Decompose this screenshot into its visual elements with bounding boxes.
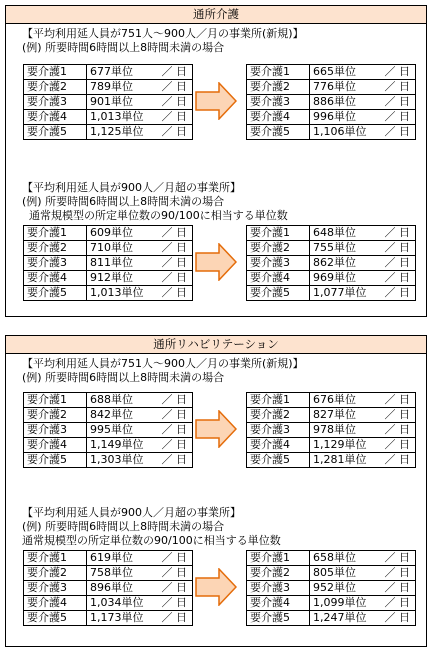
care-level-cell: 要介護5 [247, 286, 310, 301]
care-level-cell: 要介護2 [247, 80, 310, 95]
table-row [247, 226, 416, 241]
block-example: (例) 所要時間6時間以上8時間未満の場合 [22, 195, 225, 208]
rate-block [6, 179, 426, 333]
unit-value: 1,129単位 [313, 438, 367, 451]
unit-cell [310, 596, 416, 611]
per-day: ／ 日 [384, 125, 410, 138]
unit-value: 896単位 [90, 581, 133, 594]
care-level-cell: 要介護1 [24, 65, 87, 80]
unit-cell [310, 453, 416, 468]
unit-cell [310, 110, 416, 125]
table-row [247, 286, 416, 301]
unit-value: 1,034単位 [90, 596, 144, 609]
care-level-cell: 要介護3 [247, 256, 310, 271]
unit-value: 811単位 [90, 256, 133, 269]
per-day: ／ 日 [161, 80, 187, 93]
table-row [24, 65, 193, 80]
care-level-cell: 要介護1 [247, 65, 310, 80]
rate-block [6, 354, 426, 508]
panel-title: 通所介護 [6, 6, 426, 24]
care-level-cell: 要介護4 [24, 438, 87, 453]
per-day: ／ 日 [161, 596, 187, 609]
table-before [23, 64, 193, 140]
care-level-cell: 要介護1 [247, 393, 310, 408]
care-level-cell: 要介護4 [247, 438, 310, 453]
right-arrow-icon [195, 243, 237, 281]
block-note: 通常規模型の所定単位数の90/100に相当する単位数 [29, 209, 288, 222]
unit-value: 1,077単位 [313, 286, 367, 299]
block-note: 通常規模型の所定単位数の90/100に相当する単位数 [22, 534, 281, 547]
unit-cell [310, 408, 416, 423]
care-level-cell: 要介護5 [24, 453, 87, 468]
per-day: ／ 日 [384, 408, 410, 421]
care-level-cell: 要介護2 [24, 80, 87, 95]
per-day: ／ 日 [161, 65, 187, 78]
per-day: ／ 日 [384, 110, 410, 123]
per-day: ／ 日 [384, 581, 410, 594]
table-before [23, 550, 193, 626]
rate-block [6, 504, 426, 658]
unit-value: 1,247単位 [313, 611, 367, 624]
per-day: ／ 日 [161, 408, 187, 421]
unit-value: 776単位 [313, 80, 356, 93]
unit-value: 1,281単位 [313, 453, 367, 466]
care-level-cell: 要介護3 [24, 581, 87, 596]
care-level-cell: 要介護2 [24, 408, 87, 423]
per-day: ／ 日 [161, 438, 187, 451]
table-row [247, 438, 416, 453]
right-arrow-icon [195, 410, 237, 448]
unit-cell [310, 551, 416, 566]
care-level-cell: 要介護3 [247, 95, 310, 110]
unit-value: 758単位 [90, 566, 133, 579]
unit-cell [87, 408, 193, 423]
per-day: ／ 日 [384, 566, 410, 579]
unit-value: 912単位 [90, 271, 133, 284]
table-row [24, 581, 193, 596]
table-row [247, 110, 416, 125]
per-day: ／ 日 [161, 241, 187, 254]
right-arrow-icon [195, 568, 237, 606]
right-arrow-icon [195, 82, 237, 120]
per-day: ／ 日 [384, 80, 410, 93]
care-level-cell: 要介護4 [247, 271, 310, 286]
care-level-cell: 要介護2 [247, 241, 310, 256]
unit-cell [87, 65, 193, 80]
table-row [24, 611, 193, 626]
unit-cell [87, 581, 193, 596]
per-day: ／ 日 [161, 393, 187, 406]
unit-cell [87, 438, 193, 453]
care-level-cell: 要介護3 [247, 423, 310, 438]
care-level-cell: 要介護3 [24, 423, 87, 438]
care-level-cell: 要介護4 [24, 110, 87, 125]
per-day: ／ 日 [161, 226, 187, 239]
unit-cell [310, 80, 416, 95]
unit-cell [310, 286, 416, 301]
panel-tsusho-rehab [5, 335, 427, 647]
unit-cell [87, 596, 193, 611]
unit-value: 952単位 [313, 581, 356, 594]
unit-value: 842単位 [90, 408, 133, 421]
table-row [24, 80, 193, 95]
per-day: ／ 日 [384, 95, 410, 108]
table-after [246, 550, 416, 626]
block-example: (例) 所要時間6時間以上8時間未満の場合 [22, 41, 225, 54]
unit-value: 995単位 [90, 423, 133, 436]
care-level-cell: 要介護3 [24, 256, 87, 271]
table-row [24, 408, 193, 423]
per-day: ／ 日 [384, 551, 410, 564]
per-day: ／ 日 [161, 551, 187, 564]
table-row [24, 423, 193, 438]
unit-cell [310, 241, 416, 256]
unit-value: 1,149単位 [90, 438, 144, 451]
per-day: ／ 日 [161, 95, 187, 108]
unit-value: 1,099単位 [313, 596, 367, 609]
unit-value: 658単位 [313, 551, 356, 564]
table-row [247, 393, 416, 408]
care-level-cell: 要介護1 [24, 393, 87, 408]
table-row [247, 423, 416, 438]
unit-value: 1,013単位 [90, 110, 144, 123]
unit-value: 969単位 [313, 271, 356, 284]
per-day: ／ 日 [161, 110, 187, 123]
unit-value: 827単位 [313, 408, 356, 421]
unit-cell [310, 226, 416, 241]
unit-value: 805単位 [313, 566, 356, 579]
per-day: ／ 日 [161, 611, 187, 624]
unit-cell [310, 271, 416, 286]
table-row [247, 95, 416, 110]
unit-value: 1,303単位 [90, 453, 144, 466]
care-level-cell: 要介護3 [24, 95, 87, 110]
table-before [23, 392, 193, 468]
unit-cell [87, 551, 193, 566]
rate-block [6, 24, 426, 178]
per-day: ／ 日 [384, 393, 410, 406]
care-level-cell: 要介護5 [247, 125, 310, 140]
per-day: ／ 日 [161, 271, 187, 284]
unit-cell [310, 95, 416, 110]
unit-cell [310, 438, 416, 453]
care-level-cell: 要介護2 [24, 241, 87, 256]
table-row [24, 95, 193, 110]
per-day: ／ 日 [384, 65, 410, 78]
unit-cell [310, 256, 416, 271]
per-day: ／ 日 [161, 566, 187, 579]
care-level-cell: 要介護4 [247, 110, 310, 125]
care-level-cell: 要介護4 [24, 271, 87, 286]
table-row [247, 453, 416, 468]
unit-value: 1,173単位 [90, 611, 144, 624]
unit-value: 688単位 [90, 393, 133, 406]
per-day: ／ 日 [161, 256, 187, 269]
per-day: ／ 日 [161, 453, 187, 466]
unit-cell [87, 286, 193, 301]
table-row [247, 241, 416, 256]
table-after [246, 225, 416, 301]
per-day: ／ 日 [384, 596, 410, 609]
table-row [247, 125, 416, 140]
unit-cell [87, 393, 193, 408]
care-level-cell: 要介護1 [247, 551, 310, 566]
care-level-cell: 要介護5 [247, 611, 310, 626]
per-day: ／ 日 [384, 256, 410, 269]
unit-value: 789単位 [90, 80, 133, 93]
unit-value: 996単位 [313, 110, 356, 123]
care-level-cell: 要介護4 [247, 596, 310, 611]
care-level-cell: 要介護1 [247, 226, 310, 241]
unit-value: 755単位 [313, 241, 356, 254]
table-row [24, 286, 193, 301]
unit-value: 665単位 [313, 65, 356, 78]
table-row [247, 65, 416, 80]
unit-value: 1,013単位 [90, 286, 144, 299]
table-row [24, 453, 193, 468]
table-after [246, 64, 416, 140]
table-row [247, 596, 416, 611]
unit-value: 648単位 [313, 226, 356, 239]
panel-title: 通所リハビリテーション [6, 336, 426, 354]
unit-cell [87, 256, 193, 271]
unit-cell [87, 271, 193, 286]
table-after [246, 392, 416, 468]
unit-value: 619単位 [90, 551, 133, 564]
unit-value: 978単位 [313, 423, 356, 436]
block-heading: 【平均利用延人員が751人～900人／月の事業所(新規)】 [22, 357, 304, 370]
unit-cell [310, 393, 416, 408]
unit-cell [87, 611, 193, 626]
care-level-cell: 要介護3 [247, 581, 310, 596]
table-row [24, 596, 193, 611]
unit-cell [87, 453, 193, 468]
unit-value: 609単位 [90, 226, 133, 239]
per-day: ／ 日 [161, 581, 187, 594]
table-row [24, 438, 193, 453]
care-level-cell: 要介護5 [247, 453, 310, 468]
unit-cell [87, 226, 193, 241]
per-day: ／ 日 [384, 438, 410, 451]
unit-value: 862単位 [313, 256, 356, 269]
unit-cell [87, 125, 193, 140]
unit-cell [310, 125, 416, 140]
block-heading: 【平均利用延人員が900人／月超の事業所】 [22, 181, 241, 194]
unit-cell [87, 95, 193, 110]
care-level-cell: 要介護1 [24, 551, 87, 566]
unit-value: 676単位 [313, 393, 356, 406]
care-level-cell: 要介護5 [24, 611, 87, 626]
table-row [247, 551, 416, 566]
per-day: ／ 日 [161, 423, 187, 436]
table-row [24, 393, 193, 408]
unit-value: 886単位 [313, 95, 356, 108]
per-day: ／ 日 [161, 125, 187, 138]
block-heading: 【平均利用延人員が900人／月超の事業所】 [22, 506, 241, 519]
table-row [247, 566, 416, 581]
per-day: ／ 日 [384, 286, 410, 299]
table-row [24, 551, 193, 566]
table-row [24, 566, 193, 581]
table-row [247, 611, 416, 626]
unit-value: 901単位 [90, 95, 133, 108]
block-example: (例) 所要時間6時間以上8時間未満の場合 [22, 371, 225, 384]
table-row [24, 226, 193, 241]
table-before [23, 225, 193, 301]
table-row [247, 271, 416, 286]
table-row [247, 256, 416, 271]
unit-cell [87, 110, 193, 125]
per-day: ／ 日 [384, 241, 410, 254]
unit-cell [310, 611, 416, 626]
per-day: ／ 日 [384, 423, 410, 436]
table-row [247, 581, 416, 596]
table-row [247, 80, 416, 95]
table-row [24, 256, 193, 271]
unit-cell [310, 65, 416, 80]
unit-value: 677単位 [90, 65, 133, 78]
per-day: ／ 日 [384, 453, 410, 466]
unit-value: 1,125単位 [90, 125, 144, 138]
unit-cell [87, 80, 193, 95]
unit-cell [87, 566, 193, 581]
table-row [24, 271, 193, 286]
per-day: ／ 日 [161, 286, 187, 299]
per-day: ／ 日 [384, 271, 410, 284]
block-heading: 【平均利用延人員が751人～900人／月の事業所(新規)】 [22, 27, 304, 40]
unit-cell [310, 581, 416, 596]
per-day: ／ 日 [384, 226, 410, 239]
unit-cell [310, 423, 416, 438]
table-row [24, 125, 193, 140]
unit-cell [87, 423, 193, 438]
table-row [247, 408, 416, 423]
per-day: ／ 日 [384, 611, 410, 624]
care-level-cell: 要介護2 [247, 408, 310, 423]
unit-value: 1,106単位 [313, 125, 367, 138]
unit-cell [310, 566, 416, 581]
care-level-cell: 要介護2 [247, 566, 310, 581]
care-level-cell: 要介護5 [24, 286, 87, 301]
panel-tsusho-kaigo [5, 5, 427, 317]
table-row [24, 110, 193, 125]
care-level-cell: 要介護4 [24, 596, 87, 611]
care-level-cell: 要介護5 [24, 125, 87, 140]
unit-value: 710単位 [90, 241, 133, 254]
unit-cell [87, 241, 193, 256]
care-level-cell: 要介護1 [24, 226, 87, 241]
block-example: (例) 所要時間6時間以上8時間未満の場合 [22, 520, 225, 533]
table-row [24, 241, 193, 256]
care-level-cell: 要介護2 [24, 566, 87, 581]
